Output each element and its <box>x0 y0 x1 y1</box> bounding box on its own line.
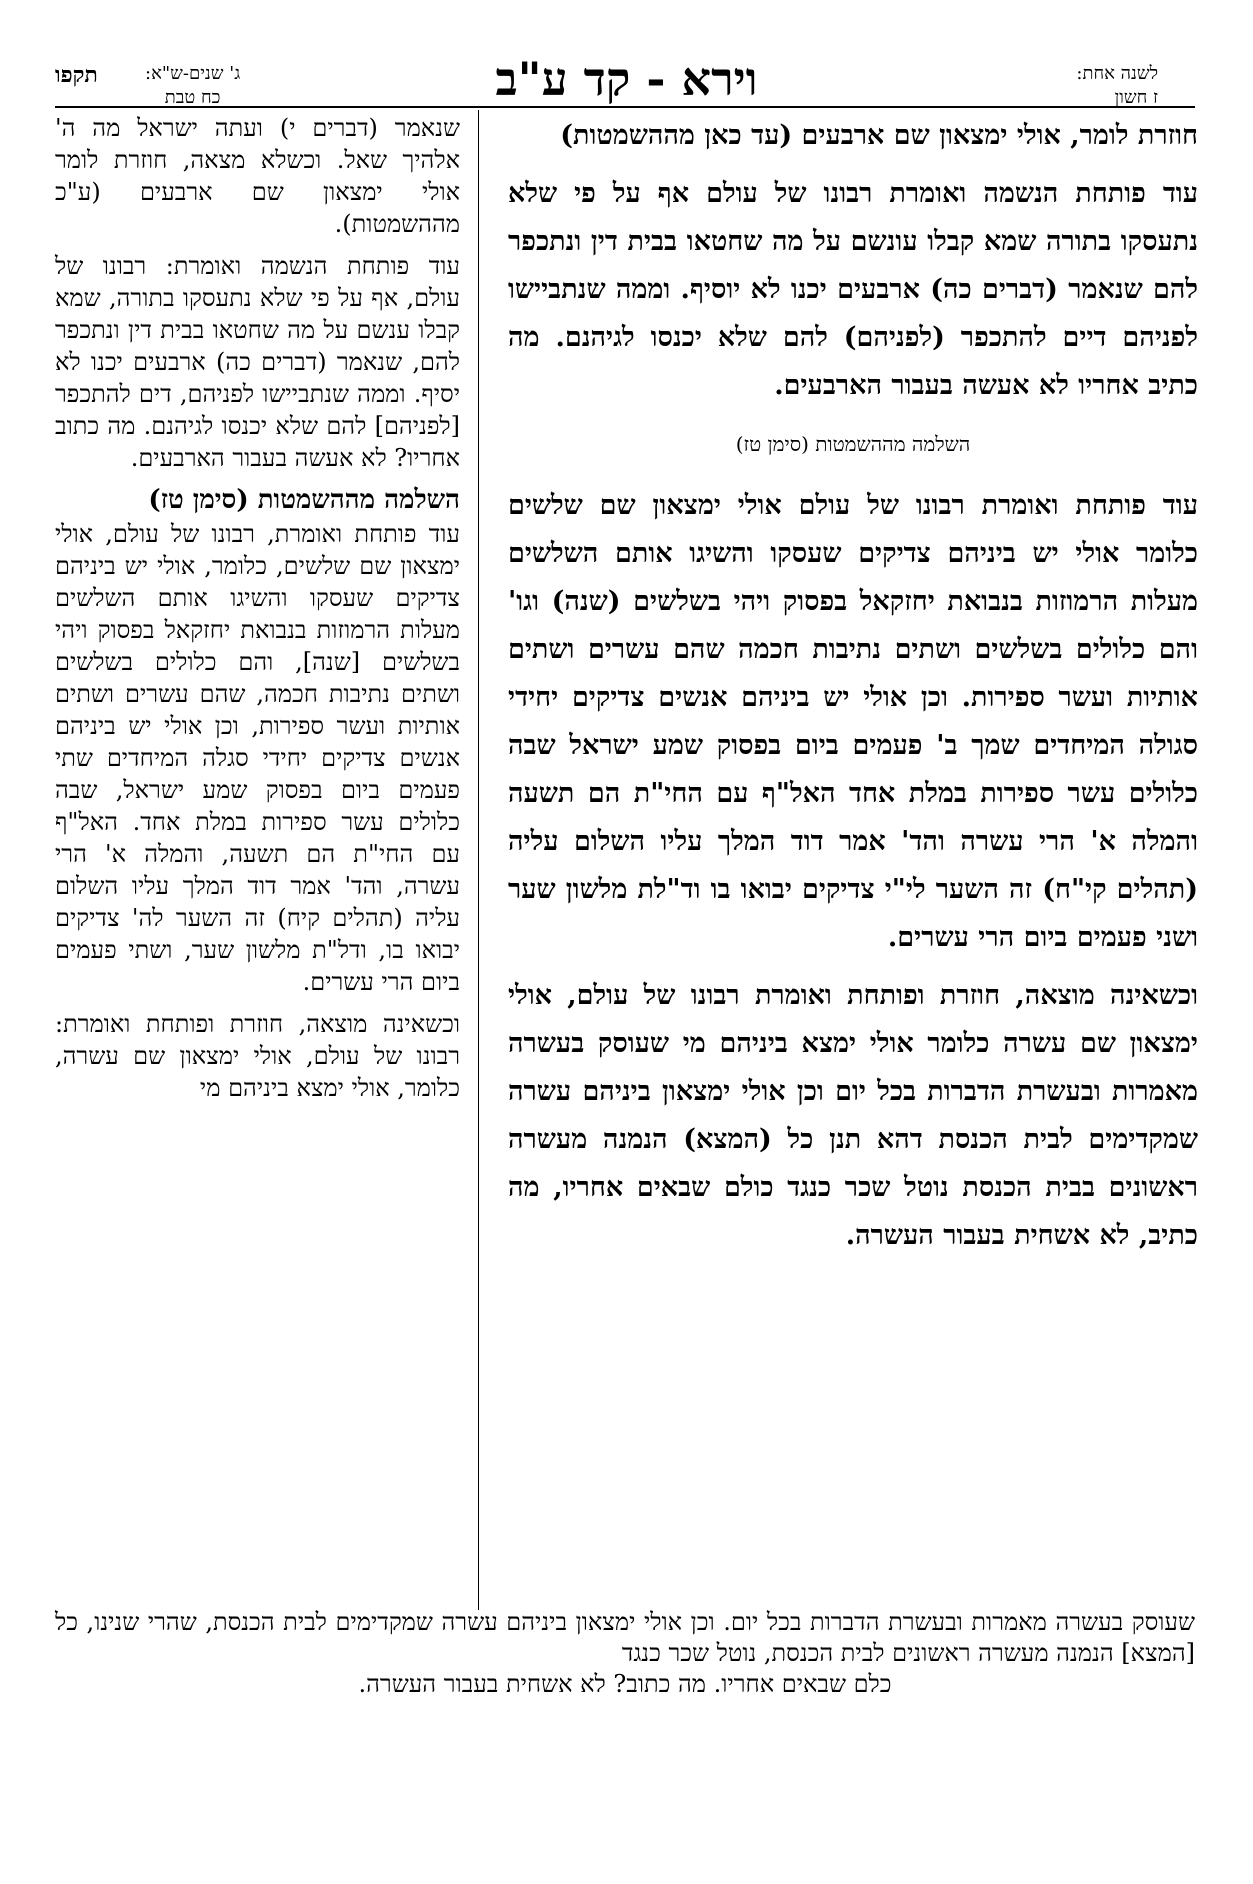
main-paragraph-3: עוד פותחת ואומרת רבונו של עולם אולי ימצאון שם שלשים כלומר אולי יש ביניהם צדיקים שעסקו והשיגו אותם השלשים מעלות הרמוזות בנבואת יחזקאל בפסוק ויהי בשלשים (שנה) וגו' והם כלולים בשלשים ושתים נתיבות חכמה שהם עשרים ושתים אותיות ועשר ספירות. וכן אולי יש ביניהם אנשים צדיקים יחידי סגולה המיחדים שמך ב' פעמים ביום בפסוק שמע ישראל שבה כלולים עשר ספירות במלת אחד האל"ף עם החי"ת הם תשעה והמלה א' הרי עשרה והד' אמר דוד המלך עליו השלום עליה (תהלים קי"ח) זה השער לי"י צדיקים יבואו בו וד"לת מלשון שער ושני פעמים ביום הרי עשרים. <box>508 490 1198 953</box>
side-paragraph-1: שנאמר (דברים י) ועתה ישראל מה ה' אלהיך שאל. וכשלא מצאה, חוזרת לומר אולי ימצאון שם ארבעים (ע"כ מההשמטות). <box>55 114 460 238</box>
header-right-line1: לשנה אחת: <box>1076 63 1158 84</box>
side-section-title: השלמה מההשמטות (סימן טז) <box>148 485 460 515</box>
header-right-line2: ז חשון <box>1114 87 1158 108</box>
side-column <box>55 112 460 1114</box>
side-paragraph-3: עוד פותחת ואומרת, רבונו של עולם, אולי ימצאון שם שלשים, כלומר, אולי יש ביניהם צדיקים שעסקו והשיגו אותם השלשים מעלות הרמוזות בנבואת יחזקאל בפסוק ויהי בשלשים [שנה], והם כלולים בשלשים ושתים נתיבות חכמה, שהם עשרים ושתים אותיות ועשר ספירות, וכן אולי יש ביניהם אנשים צדיקים יחידי סגלה המיחדים שתי פעמים ביום בפסוק שמע ישראל, שבה כלולים עשר ספירות במלת אחד. האל"ף עם החי"ת הם תשעה, והמלה א' הרי עשרה, והד' אמר דוד המלך עליו השלום עליה (תהלים קיח) זה השער לה' צדיקים יבואו בו, ודל"ת מלשון שער, ושתי פעמים ביום הרי עשרים. <box>55 520 460 996</box>
side-paragraph-2: עוד פותחת הנשמה ואומרת: רבונו של עולם, אף על פי שלא נתעסקו בתורה, שמא קבלו ענשם על מה שחטאו בבית דין ונתכפר להם, שנאמר (דברים כה) ארבעים יכנו לא יסיף. וממה שנתביישו לפניהם, דים להתכפר [לפניהם] להם שלא יכנסו לגיהנם. מה כתוב אחריו? לא אעשה בעבור הארבעים. <box>55 252 460 472</box>
bottom-text <box>55 1607 1195 1700</box>
main-column <box>508 112 1198 1270</box>
header-left-line1: ג' שנים-ש"א: <box>145 63 241 84</box>
bottom-line-2: כלם שבאים אחריו. מה כתוב? לא אשחית בעבור העשרה. <box>358 1670 892 1698</box>
header-left <box>145 62 240 110</box>
header-divider <box>55 106 1195 108</box>
main-paragraph-4: וכשאינה מוצאה, חוזרת ופותחת ואומרת רבונו של עולם, אולי ימצאון שם עשרה כלומר אולי ימצא ביניהם מי שעוסק בעשרה מאמרות ובעשרת הדברות בכל יום וכן אולי ימצאון ביניהם עשרה שמקדימים לבית הכנסת דהא תנן כל (המצא) הנמנה מעשרה ראשונים בבית הכנסת נוטל שכר כנגד כולם שבאים אחריו, מה כתיב, לא אשחית בעבור העשרה. <box>508 980 1198 1251</box>
side-paragraph-4: וכשאינה מוצאה, חוזרת ופותחת ואומרת: רבונו של עולם, אולי ימצאון שם עשרה, כלומר, אולי ימצא ביניהם מי <box>55 1010 460 1102</box>
header-left-line2: כח טבת <box>164 87 221 108</box>
page-title: וירא - קד ע"ב <box>495 52 758 106</box>
main-paragraph-2: עוד פותחת הנשמה ואומרת רבונו של עולם אף על פי שלא נתעסקו בתורה שמא קבלו עונשם על מה שחטאו בבית דין ונתכפר להם שנאמר (דברים כה) ארבעים יכנו לא יוסיף. וממה שנתביישו לפניהם דיים להתכפר (לפניהם) להם שלא יכנסו לגיהנם. מה כתיב אחריו לא אעשה בעבור הארבעים. <box>508 178 1198 401</box>
bottom-line-1: שעוסק בעשרה מאמרות ובעשרת הדברות בכל יום. וכן אולי ימצאון ביניהם עשרה שמקדימים לבית הכנסת, שהרי שנינו, כל [המצא] הנמנה מעשרה ראשונים לבית הכנסת, נוטל שכר כנגד <box>55 1608 1195 1667</box>
column-divider <box>478 110 479 1610</box>
page-number: תקפו <box>55 62 98 88</box>
main-paragraph-1: חוזרת לומר, אולי ימצאון שם ארבעים (עד כאן מההשמטות) <box>560 120 1198 151</box>
main-section-title: השלמה מההשמטות (סימן טז) <box>735 432 971 456</box>
